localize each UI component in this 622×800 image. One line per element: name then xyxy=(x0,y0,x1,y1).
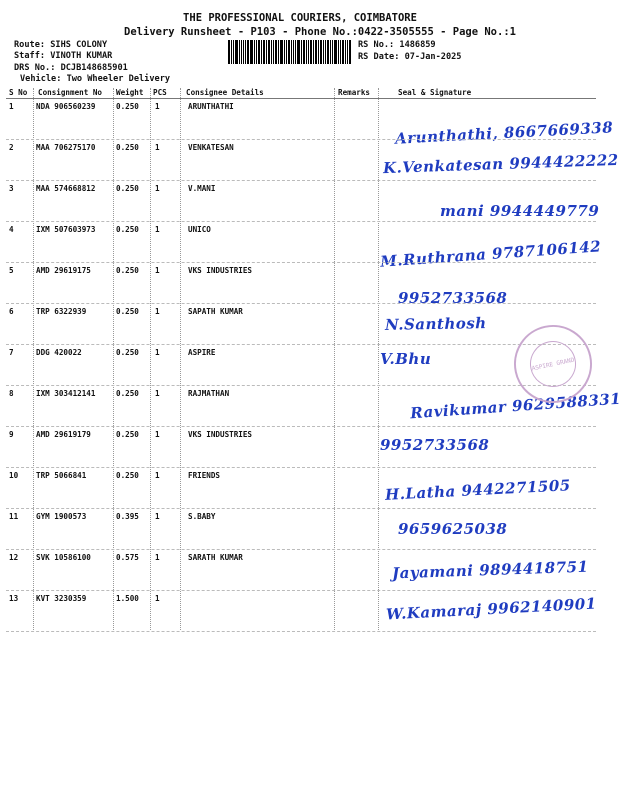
table-row xyxy=(0,307,600,348)
cell-consignment: GYM 1900573 xyxy=(36,512,87,521)
table-row xyxy=(0,430,600,471)
cell-sno: 10 xyxy=(9,471,19,480)
handwritten-signature: H.Latha 9442271505 xyxy=(384,476,572,504)
cell-consignment: DDG 420022 xyxy=(36,348,82,357)
handwritten-signature: mani 9944449779 xyxy=(440,202,600,220)
row-divider xyxy=(6,139,596,140)
row-divider xyxy=(6,508,596,509)
cell-consignee: V.MANI xyxy=(188,184,216,193)
row-divider xyxy=(6,631,596,632)
table-row xyxy=(0,143,619,184)
cell-sno: 13 xyxy=(9,594,19,603)
cell-consignee: ARUNTHATHI xyxy=(188,102,234,111)
col-header-signature: Seal & Signature xyxy=(398,88,472,97)
cell-sno: 12 xyxy=(9,553,19,562)
handwritten-signature: 9952733568 xyxy=(398,289,508,307)
cell-sno: 8 xyxy=(9,389,14,398)
cell-weight: 0.250 xyxy=(116,348,139,357)
row-divider xyxy=(6,467,596,468)
row-divider xyxy=(6,344,596,345)
handwritten-signature: 9659625038 xyxy=(398,520,508,538)
cell-weight: 0.250 xyxy=(116,184,139,193)
cell-weight: 0.250 xyxy=(116,102,139,111)
cell-consignment: AMD 29619175 xyxy=(36,266,91,275)
cell-weight: 0.250 xyxy=(116,225,139,234)
cell-pcs: 1 xyxy=(155,184,160,193)
route-label: Route: SIHS COLONY xyxy=(14,40,108,50)
rs-number: RS No.: 1486859 xyxy=(358,40,436,50)
cell-weight: 0.250 xyxy=(116,430,139,439)
row-divider xyxy=(6,180,596,181)
row-divider xyxy=(6,262,596,263)
rs-date: RS Date: 07-Jan-2025 xyxy=(358,52,462,62)
cell-pcs: 1 xyxy=(155,512,160,521)
table-row xyxy=(0,266,600,307)
cell-pcs: 1 xyxy=(155,143,160,152)
cell-pcs: 1 xyxy=(155,266,160,275)
cell-consignment: IXM 507603973 xyxy=(36,225,96,234)
row-divider xyxy=(6,303,596,304)
handwritten-signature: V.Bhu xyxy=(380,350,432,368)
cell-weight: 0.250 xyxy=(116,266,139,275)
handwritten-signature: M.Ruthrana 9787106142 xyxy=(379,237,602,271)
cell-consignee: FRIENDS xyxy=(188,471,221,480)
col-header-weight: Weight xyxy=(116,88,144,97)
cell-sno: 5 xyxy=(9,266,14,275)
cell-consignee: RAJMATHAN xyxy=(188,389,230,398)
cell-pcs: 1 xyxy=(155,553,160,562)
staff-label: Staff: VINOTH KUMAR xyxy=(14,51,113,61)
cell-consignment: AMD 29619179 xyxy=(36,430,91,439)
cell-pcs: 1 xyxy=(155,307,160,316)
page-title: THE PROFESSIONAL COURIERS, COIMBATORE xyxy=(183,12,417,24)
col-header-pcs: PCS xyxy=(153,88,167,97)
cell-consignment: NDA 906560239 xyxy=(36,102,96,111)
cell-consignee: ASPIRE xyxy=(188,348,216,357)
cell-pcs: 1 xyxy=(155,471,160,480)
cell-consignee: S.BABY xyxy=(188,512,216,521)
cell-pcs: 1 xyxy=(155,594,160,603)
cell-sno: 6 xyxy=(9,307,14,316)
cell-consignee: VKS INDUSTRIES xyxy=(188,430,253,439)
runsheet-subtitle: Delivery Runsheet - P103 - Phone No.:0422-3505555 - Page No.:1 xyxy=(124,26,516,38)
table-row xyxy=(0,594,600,635)
cell-pcs: 1 xyxy=(155,430,160,439)
table-row xyxy=(0,348,600,389)
row-divider xyxy=(6,426,596,427)
table-row xyxy=(0,512,600,553)
cell-sno: 9 xyxy=(9,430,14,439)
header-divider xyxy=(6,98,596,99)
cell-consignee: SARATH KUMAR xyxy=(188,553,243,562)
table-row xyxy=(0,184,600,225)
table-row xyxy=(0,553,600,594)
cell-sno: 2 xyxy=(9,143,14,152)
stamp-text: ASPIRE GRAND xyxy=(531,356,575,372)
table-row xyxy=(0,471,600,512)
handwritten-signature: Ravikumar 9629588331 xyxy=(409,389,622,423)
drs-number: DRS No.: DCJB148685901 xyxy=(14,63,128,73)
col-header-sno: S No xyxy=(9,88,28,97)
row-divider xyxy=(6,549,596,550)
col-header-remarks: Remarks xyxy=(338,88,371,97)
cell-sno: 4 xyxy=(9,225,14,234)
cell-weight: 0.250 xyxy=(116,471,139,480)
cell-consignment: IXM 303412141 xyxy=(36,389,96,398)
cell-weight: 0.395 xyxy=(116,512,139,521)
row-divider xyxy=(6,385,596,386)
cell-consignee: SAPATH KUMAR xyxy=(188,307,243,316)
cell-pcs: 1 xyxy=(155,348,160,357)
handwritten-signature: K.Venkatesan 9944422222 xyxy=(382,150,619,178)
cell-weight: 0.250 xyxy=(116,143,139,152)
cell-consignment: TRP 6322939 xyxy=(36,307,87,316)
cell-consignment: MAA 706275170 xyxy=(36,143,96,152)
handwritten-signature: Jayamani 9894418751 xyxy=(391,557,589,583)
barcode xyxy=(228,40,352,64)
cell-sno: 7 xyxy=(9,348,14,357)
table-row xyxy=(0,389,622,430)
cell-weight: 0.575 xyxy=(116,553,139,562)
cell-consignee: UNICO xyxy=(188,225,211,234)
col-header-consignee: Consignee Details xyxy=(186,88,264,97)
cell-sno: 1 xyxy=(9,102,14,111)
cell-weight: 1.500 xyxy=(116,594,139,603)
cell-weight: 0.250 xyxy=(116,307,139,316)
cell-weight: 0.250 xyxy=(116,389,139,398)
cell-pcs: 1 xyxy=(155,225,160,234)
cell-pcs: 1 xyxy=(155,102,160,111)
handwritten-signature: W.Kamaraj 9962140901 xyxy=(385,594,598,624)
row-divider xyxy=(6,590,596,591)
handwritten-signature: 9952733568 xyxy=(380,436,490,454)
handwritten-signature: N.Santhosh xyxy=(384,314,487,334)
cell-consignment: MAA 574668812 xyxy=(36,184,96,193)
cell-sno: 11 xyxy=(9,512,19,521)
cell-consignment: SVK 10586100 xyxy=(36,553,91,562)
vehicle-label: Vehicle: Two Wheeler Delivery xyxy=(20,74,171,84)
cell-sno: 3 xyxy=(9,184,14,193)
handwritten-signature: Arunthathi, 8667669338 xyxy=(394,118,614,148)
cell-pcs: 1 xyxy=(155,389,160,398)
col-header-consignment: Consignment No xyxy=(38,88,103,97)
cell-consignment: TRP 5066841 xyxy=(36,471,87,480)
cell-consignee: VKS INDUSTRIES xyxy=(188,266,253,275)
cell-consignee: VENKATESAN xyxy=(188,143,234,152)
row-divider xyxy=(6,221,596,222)
cell-consignment: KVT 3230359 xyxy=(36,594,87,603)
